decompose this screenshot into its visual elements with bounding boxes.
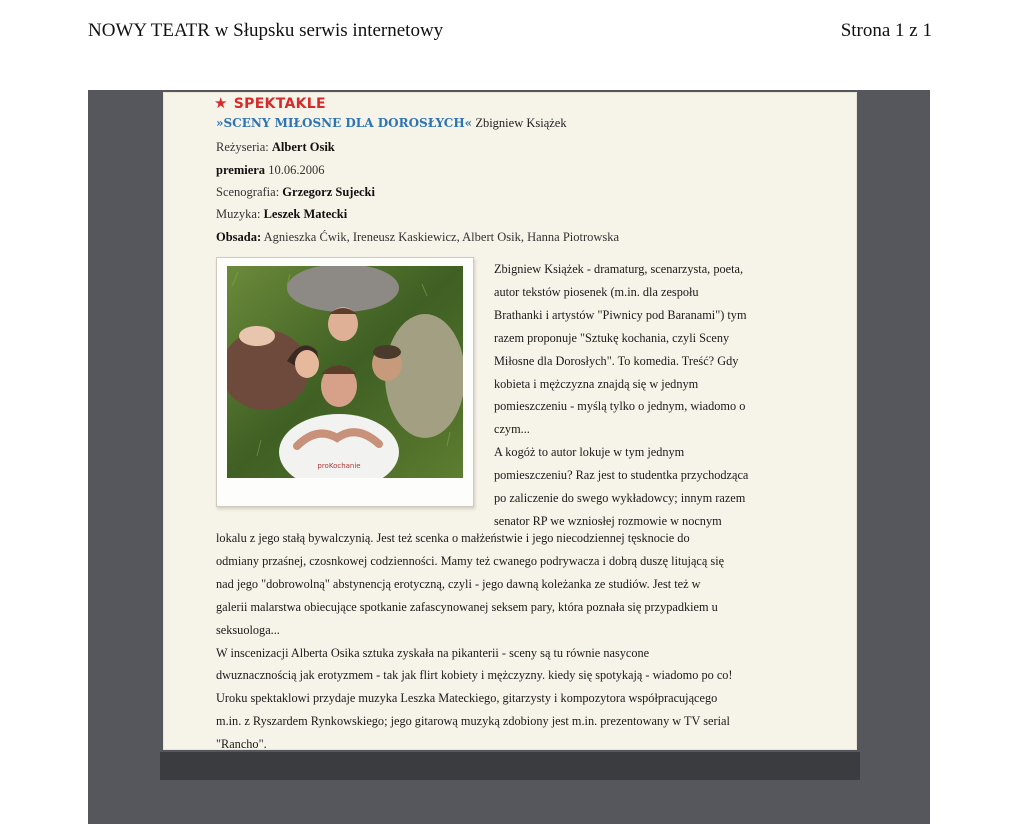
credit-label: premiera	[216, 163, 266, 177]
text-line: pomieszczeniu - myślą tylko o jednym, wiadomo o	[494, 399, 746, 414]
text-line: senator RP we wzniosłej rozmowie w nocnym	[494, 513, 722, 528]
text-line: razem proponuje "Sztukę kochania, czyli Sceny	[494, 330, 730, 345]
photo-frame	[216, 257, 474, 507]
section-heading	[214, 94, 326, 112]
play-title-line	[216, 116, 567, 131]
text-line: odmiany przaśnej, czosnkowej codzienności. Mamy też cwanego podrywacza i dobrą duszę litującą się	[216, 553, 725, 568]
text-line: "Rancho".	[216, 737, 267, 752]
credit-label: Scenografia:	[216, 185, 280, 199]
text-line: nad jego "dobrowolną" abstynencją erotyczną, czyli - jego dawną koleżanka ze studiów. Jest też w	[216, 576, 701, 591]
credit-music	[216, 207, 347, 222]
text-line: po zaliczenie do swego wykładowcy; innym razem	[494, 491, 746, 506]
credit-value: 10.06.2006	[268, 163, 325, 177]
text-line: Uroku spektaklowi przydaje muzyka Leszka Mateckiego, gitarzysty i kompozytora współpracującego	[216, 691, 718, 706]
credit-scenography	[216, 185, 375, 200]
article-body-full-width	[216, 527, 733, 756]
text-line: W inscenizacji Alberta Osika sztuka zyskała na pikanterii - sceny są tu równie nasycone	[216, 645, 650, 660]
text-line: kobieta i mężczyzna znajdą się w jednym	[494, 376, 699, 391]
credit-premiere	[216, 163, 324, 178]
text-line: A kogóż to autor lokuje w tym jednym	[494, 445, 685, 460]
credit-label: Reżyseria:	[216, 140, 269, 154]
text-line: lokalu z jego stałą bywalczynią. Jest też scenka o małżeństwie i jego niecodziennej tęsknocie do	[216, 531, 690, 545]
text-line: Miłosne dla Dorosłych". To komedia. Treść? Gdy	[494, 353, 739, 368]
text-line: dwuznacznością jak erotyzmem - tak jak flirt kobiety i mężczyzny. kiedy się spotykają - wiadomo po co!	[216, 668, 733, 683]
text-line: pomieszczeniu? Raz jest to studentka przychodząca	[494, 468, 749, 483]
text-line: Zbigniew Książek - dramaturg, scenarzysta, poeta,	[494, 262, 744, 276]
credit-label: Muzyka:	[216, 207, 261, 221]
credit-label: Obsada:	[216, 230, 262, 244]
credit-cast	[216, 230, 619, 245]
cast-photo	[227, 266, 463, 478]
page-header	[88, 20, 932, 48]
scan-shadow-band	[160, 752, 860, 780]
credit-value: Agnieszka Ćwik, Ireneusz Kaskiewicz, Albert Osik, Hanna Piotrowska	[263, 230, 620, 244]
credit-value: Grzegorz Sujecki	[282, 185, 375, 199]
play-author: Zbigniew Książek	[475, 116, 567, 130]
text-line: m.in. z Ryszardem Rynkowskiego; jego gitarową muzyką zdobiony jest m.in. prezentowany w TV serial	[216, 714, 730, 729]
credit-value: Leszek Matecki	[263, 207, 348, 221]
site-title: NOWY TEATR w Słupsku serwis internetowy	[88, 20, 444, 41]
text-line: galerii malarstwa obiecujące spotkanie zafascynowanej seksem pary, która poznała się przypadkiem u	[216, 599, 718, 614]
section-label: SPEKTAKLE	[233, 96, 326, 112]
page-counter: Strona 1 z 1	[840, 20, 932, 41]
cast-photo-illustration	[227, 266, 463, 478]
text-line: czym...	[494, 422, 530, 437]
credit-value: Albert Osik	[271, 140, 335, 154]
text-line: Brathanki i artystów "Piwnicy pod Baranami") tym	[494, 307, 747, 322]
star-icon: ★	[214, 94, 228, 112]
credit-director	[216, 140, 335, 155]
shirt-print: proKochanie	[317, 462, 361, 470]
play-title: »SCENY MIŁOSNE DLA DOROSŁYCH«	[216, 116, 473, 130]
article-body-right-column	[494, 258, 748, 533]
text-line: autor tekstów piosenek (m.in. dla zespołu	[494, 284, 699, 299]
text-line: seksuologa...	[216, 622, 280, 637]
